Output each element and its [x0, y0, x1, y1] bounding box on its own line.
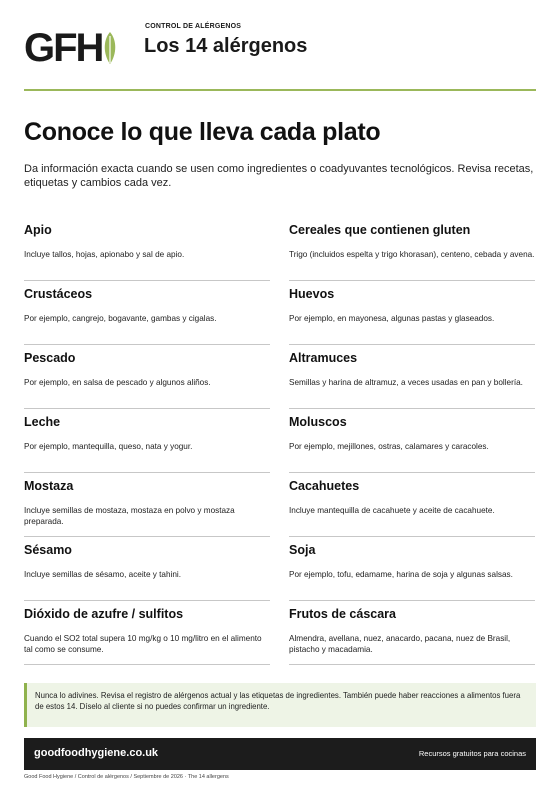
allergen-name: Cacahuetes: [289, 479, 360, 493]
allergen-name: Huevos: [289, 287, 335, 301]
allergen-item: [24, 412, 270, 474]
divider: [24, 600, 270, 601]
divider: [289, 408, 535, 409]
allergen-name: Leche: [24, 415, 61, 429]
allergen-description: Por ejemplo, mejillones, ostras, calamares y caracoles.: [289, 442, 489, 451]
allergen-item: [289, 476, 535, 538]
allergen-name: Crustáceos: [24, 287, 93, 301]
header-divider: [24, 89, 536, 91]
divider: [289, 536, 535, 537]
allergen-name: Dióxido de azufre / sulfitos: [24, 607, 184, 621]
allergen-name: Apio: [24, 223, 52, 237]
allergen-description: Por ejemplo, mantequilla, queso, nata y yogur.: [24, 442, 193, 451]
header: [24, 20, 536, 90]
allergen-item: [24, 476, 270, 538]
allergen-item: [24, 604, 270, 666]
header-kicker: CONTROL DE ALÉRGENOS: [145, 23, 242, 30]
divider: [24, 472, 270, 473]
allergen-description: Por ejemplo, en salsa de pescado y algunos aliños.: [24, 378, 211, 387]
allergen-name: Mostaza: [24, 479, 74, 493]
allergen-name: Soja: [289, 543, 316, 557]
allergen-description: Trigo (incluidos espelta y trigo khorasan), centeno, cebada y avena.: [289, 250, 535, 259]
divider: [289, 344, 535, 345]
footer-url-link[interactable]: goodfoodhygiene.co.uk: [34, 747, 159, 759]
page-title: Conoce lo que lleva cada plato: [24, 118, 381, 146]
allergen-description: Incluye mantequilla de cacahuete y aceite de cacahuete.: [289, 506, 495, 515]
warning-note: [24, 683, 536, 727]
intro-text: Da información exacta cuando se usen como ingredientes o coadyuvantes tecnológicos. Revisa recetas, etiquetas y cambios cada vez.: [24, 163, 534, 189]
allergen-item: [289, 412, 535, 474]
leaf-icon: [103, 30, 117, 66]
allergen-description: Incluye semillas de sésamo, aceite y tahini.: [24, 570, 182, 579]
allergen-name: Sésamo: [24, 543, 72, 557]
divider: [24, 408, 270, 409]
divider: [289, 664, 535, 665]
allergen-name: Cereales que contienen gluten: [289, 223, 471, 237]
header-subtitle: Los 14 alérgenos: [144, 35, 308, 57]
allergen-item: [289, 220, 535, 282]
allergen-name: Frutos de cáscara: [289, 607, 396, 621]
note-text: Nunca lo adivines. Revisa el registro de alérgenos actual y las etiquetas de ingredientes. También puede haber reacciones a alimentos fuera de estos 14. Díselo al cliente si no puedes confirmar un ingrediente.: [35, 691, 521, 711]
allergen-item: [24, 220, 270, 282]
allergen-item: [289, 348, 535, 410]
allergen-item: [24, 540, 270, 602]
footnote: Good Food Hygiene / Control de alérgenos / Septiembre de 2026 · The 14 allergens: [24, 774, 229, 780]
allergen-item: [24, 348, 270, 410]
allergen-description: Incluye tallos, hojas, apionabo y sal de apio.: [24, 250, 185, 259]
allergen-description: Semillas y harina de altramuz, a veces usadas en pan y bollería.: [289, 378, 523, 387]
divider: [24, 280, 270, 281]
allergen-description: Almendra, avellana, nuez, anacardo, pacana, nuez de Brasil, pistacho y macadamia.: [289, 634, 511, 654]
allergen-item: [289, 540, 535, 602]
allergen-name: Moluscos: [289, 415, 347, 429]
divider: [24, 664, 270, 665]
divider: [24, 536, 270, 537]
allergen-description: Por ejemplo, en mayonesa, algunas pastas y glaseados.: [289, 314, 495, 323]
gfh-logo: [24, 28, 117, 68]
divider: [24, 344, 270, 345]
footer-bar: [24, 738, 536, 770]
allergen-description: Incluye semillas de mostaza, mostaza en polvo y mostaza preparada.: [24, 506, 235, 526]
allergen-description: Por ejemplo, cangrejo, bogavante, gambas y cigalas.: [24, 314, 217, 323]
allergen-name: Pescado: [24, 351, 76, 365]
allergen-item: [289, 604, 535, 666]
divider: [289, 280, 535, 281]
allergen-name: Altramuces: [289, 351, 358, 365]
allergen-item: [289, 284, 535, 346]
allergen-item: [24, 284, 270, 346]
divider: [289, 472, 535, 473]
logo-text: GFH: [24, 26, 103, 70]
footer-tagline: Recursos gratuitos para cocinas: [418, 749, 526, 758]
allergen-description: Cuando el SO2 total supera 10 mg/kg o 10 mg/litro en el alimento tal como se consume.: [24, 634, 262, 654]
allergen-description: Por ejemplo, tofu, edamame, harina de soja y algunas salsas.: [289, 570, 513, 579]
divider: [289, 600, 535, 601]
